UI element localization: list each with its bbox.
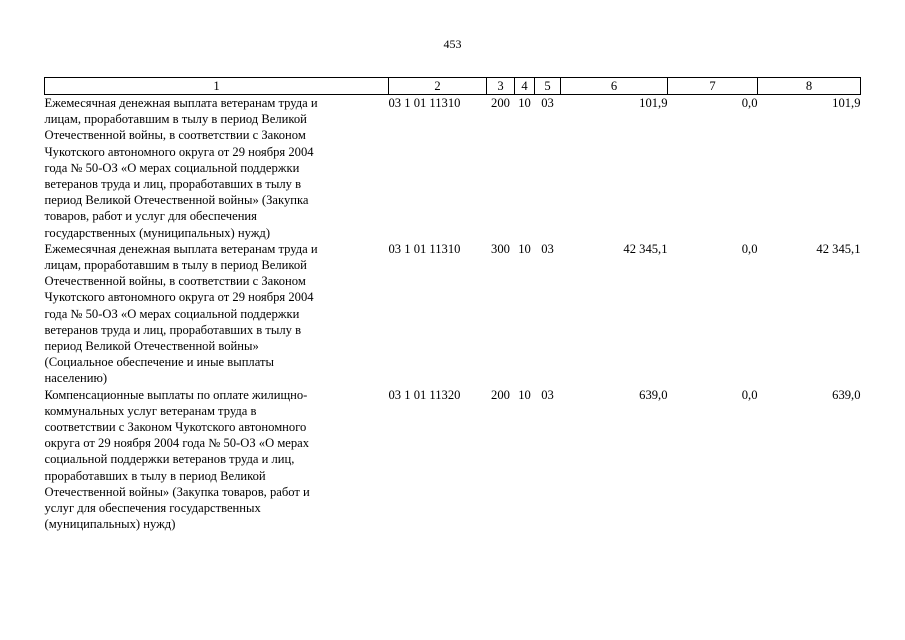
row-name <box>45 241 389 387</box>
name-line: социальной поддержки ветеранов труда и лиц, <box>44 452 295 467</box>
row-amount-col6: 42 345,1 <box>623 241 668 256</box>
row-amount-col7: 0,0 <box>741 96 758 110</box>
name-line: период Великой Отечественной войны» <box>44 339 259 354</box>
page-number: 453 <box>443 37 462 51</box>
name-line: ветеранов труда и лиц, проработавших в тылу в <box>44 322 302 337</box>
header-row <box>45 78 861 95</box>
name-line: государственных (муниципальных) нужд) <box>44 225 271 240</box>
name-line: Ежемесячная денежная выплата ветеранам труда и <box>44 241 318 256</box>
name-line: Чукотского автономного округа от 29 ноября 2004 <box>44 290 314 305</box>
table-row <box>45 95 861 241</box>
header-col-7: 7 <box>668 78 758 95</box>
name-line: проработавших в тылу в период Великой <box>44 468 266 483</box>
row-amount-col6: 101,9 <box>639 96 668 110</box>
name-line: лицам, проработавшим в тылу в период Великой <box>44 112 307 127</box>
name-line: услуг для обеспечения государственных <box>44 501 261 516</box>
row-section: 10 <box>518 96 531 110</box>
row-section: 10 <box>518 241 531 256</box>
row-amount-col8: 639,0 <box>832 387 861 402</box>
header-col-8: 8 <box>758 78 861 95</box>
row-subsection: 03 <box>541 387 554 402</box>
name-line: Ежемесячная денежная выплата ветеранам труда и <box>44 96 318 110</box>
name-line: года № 50-ОЗ «О мерах социальной поддержки <box>44 306 300 321</box>
row-name <box>45 387 389 533</box>
header-col-4: 4 <box>515 78 535 95</box>
row-amount-col8: 101,9 <box>832 96 861 110</box>
budget-table <box>44 77 861 532</box>
row-amount-col7: 0,0 <box>741 387 758 402</box>
table-row <box>45 387 861 533</box>
name-line: ветеранов труда и лиц, проработавших в тылу в <box>44 177 302 192</box>
name-line: Отечественной войны» (Закупка товаров, работ и <box>44 484 310 499</box>
header-col-2: 2 <box>389 78 487 95</box>
name-line: период Великой Отечественной войны» (Закупка <box>44 193 309 208</box>
row-name <box>45 95 389 241</box>
name-line: соответствии с Законом Чукотского автономного <box>44 420 307 435</box>
row-section: 10 <box>518 387 531 402</box>
row-target-article: 03 1 01 11320 <box>388 387 461 402</box>
header-col-6: 6 <box>561 78 668 95</box>
row-target-article: 03 1 01 11310 <box>388 96 461 110</box>
row-amount-col7: 0,0 <box>741 241 758 256</box>
name-line: (Социальное обеспечение и иные выплаты <box>44 355 274 370</box>
name-line: (муниципальных) нужд) <box>44 517 176 532</box>
name-line: населению) <box>44 371 108 386</box>
row-amount-col6: 639,0 <box>639 387 668 402</box>
name-line: коммунальных услуг ветеранам труда в <box>44 403 257 418</box>
row-expense-type: 200 <box>491 96 510 110</box>
table-row <box>45 241 861 387</box>
row-target-article: 03 1 01 11310 <box>388 241 461 256</box>
row-amount-col8: 42 345,1 <box>816 241 861 256</box>
name-line: Чукотского автономного округа от 29 ноября 2004 <box>44 144 314 159</box>
row-expense-type: 200 <box>491 387 510 402</box>
row-expense-type: 300 <box>491 241 510 256</box>
name-line: округа от 29 ноября 2004 года № 50-ОЗ «О мерах <box>44 436 310 451</box>
name-line: года № 50-ОЗ «О мерах социальной поддержки <box>44 160 300 175</box>
name-line: лицам, проработавшим в тылу в период Великой <box>44 258 307 273</box>
name-line: Отечественной войны, в соответствии с Законом <box>44 128 306 143</box>
name-line: Отечественной войны, в соответствии с Законом <box>44 274 306 289</box>
name-line: Компенсационные выплаты по оплате жилищно- <box>44 387 308 402</box>
header-col-3: 3 <box>487 78 515 95</box>
row-subsection: 03 <box>541 96 554 110</box>
header-col-5: 5 <box>535 78 561 95</box>
name-line: товаров, работ и услуг для обеспечения <box>44 209 257 224</box>
header-col-1: 1 <box>45 78 389 95</box>
row-subsection: 03 <box>541 241 554 256</box>
